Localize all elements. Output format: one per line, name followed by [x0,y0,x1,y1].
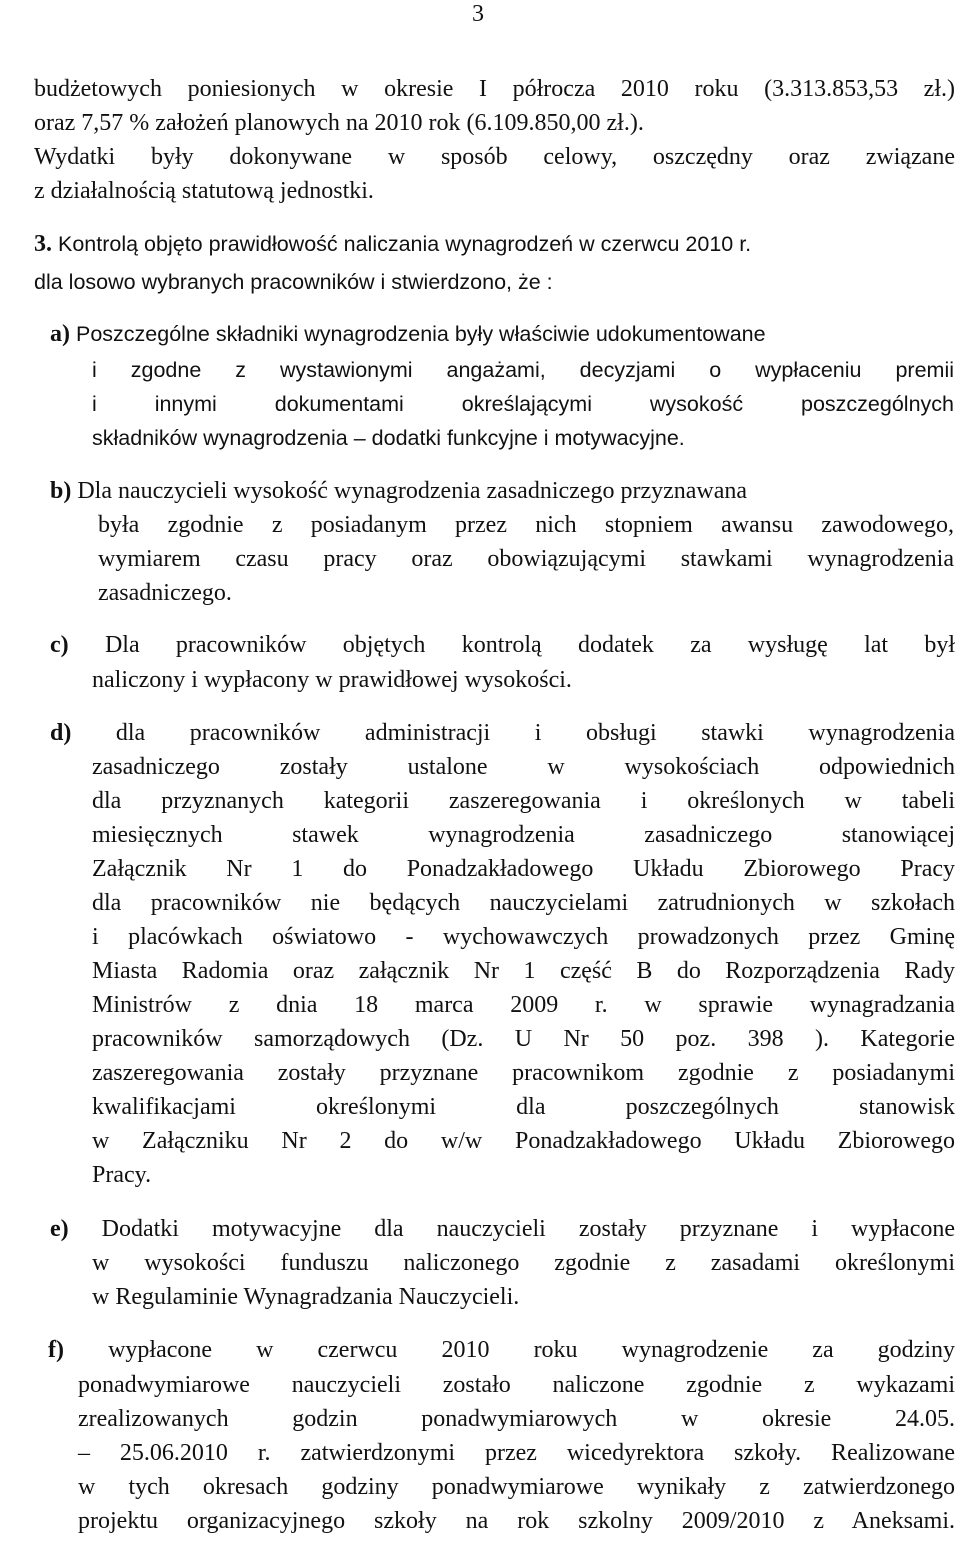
item-d-line-4: miesięcznych stawek wynagrodzenia zasadniczego stanowiącej [92,822,955,848]
item-d-line-7: i placówkach oświatowo - wychowawczych prowadzonych przez Gminę [92,924,955,950]
section-3-line-2: dla losowo wybranych pracowników i stwierdzono, że : [34,270,553,294]
item-d-line-8: Miasta Radomia oraz załącznik Nr 1 część B do Rozporządzenia Rady [92,958,955,984]
item-d-first [50,718,955,748]
item-a-line-4: składników wynagrodzenia – dodatki funkcyjne i motywacyjne. [92,426,685,450]
item-a-line-1: Poszczególne składniki wynagrodzenia były właściwie udokumentowane [76,322,766,346]
item-b-line-4: zasadniczego. [98,580,232,606]
item-e-line-1: Dodatki motywacyjne dla nauczycieli zostały przyznane i wypłacone [101,1216,956,1242]
item-b-first [50,476,747,506]
intro-line-4: z działalnością statutową jednostki. [34,178,374,204]
item-d-line-10: pracowników samorządowych (Dz. U Nr 50 poz. 398 ). Kategorie [92,1026,955,1052]
section-3-line-1: Kontrolą objęto prawidłowość naliczania wynagrodzeń w czerwcu 2010 r. [58,232,752,256]
item-d-line-2: zasadniczego zostały ustalone w wysokościach odpowiednich [92,754,955,780]
item-a-first [50,319,766,349]
item-b-line-1: Dla nauczycieli wysokość wynagrodzenia zasadniczego przyznawana [77,478,748,504]
intro-line-1: budżetowych poniesionych w okresie I półrocza 2010 roku (3.313.853,53 zł.) [34,76,955,102]
item-f-marker: f) [48,1337,64,1363]
item-f-first [48,1335,955,1365]
item-f-line-1: wypłacone w czerwcu 2010 roku wynagrodzenie za godziny [108,1337,955,1363]
item-d-line-9: Ministrów z dnia 18 marca 2009 r. w sprawie wynagradzania [92,992,955,1018]
item-c-marker: c) [50,632,69,658]
item-f-line-6: projektu organizacyjnego szkoły na rok szkolny 2009/2010 z Aneksami. [78,1508,955,1534]
page-number: 3 [472,1,484,27]
item-f-line-3: zrealizowanych godzin ponadwymiarowych w okresie 24.05. [78,1406,955,1432]
item-d-line-3: dla przyznanych kategorii zaszeregowania i określonych w tabeli [92,788,955,814]
intro-line-3: Wydatki były dokonywane w sposób celowy, oszczędny oraz związane [34,144,955,170]
item-e-first [50,1214,955,1244]
item-c-line-2: naliczony i wypłacony w prawidłowej wysokości. [92,667,572,693]
item-d-line-1: dla pracowników administracji i obsługi stawki wynagrodzenia [115,720,955,746]
item-b-marker: b) [50,478,72,504]
item-a-line-2: i zgodne z wystawionymi angażami, decyzjami o wypłaceniu premii [92,358,954,382]
item-a-marker: a) [50,321,70,347]
item-f-line-2: ponadwymiarowe nauczycieli zostało naliczone zgodnie z wykazami [78,1372,955,1398]
item-d-line-11: zaszeregowania zostały przyznane pracownikom zgodnie z posiadanymi [92,1060,955,1086]
item-e-line-2: w wysokości funduszu naliczonego zgodnie z zasadami określonymi [92,1250,955,1276]
item-e-line-3: w Regulaminie Wynagradzania Nauczycieli. [92,1284,520,1310]
item-b-line-3: wymiarem czasu pracy oraz obowiązującymi stawkami wynagrodzenia [98,546,954,572]
item-c-line-1: Dla pracowników objętych kontrolą dodatek za wysługę lat był [104,632,956,658]
item-d-line-13: w Załączniku Nr 2 do w/w Ponadzakładowego Układu Zbiorowego [92,1128,955,1154]
item-d-line-12: kwalifikacjami określonymi dla poszczególnych stanowisk [92,1094,955,1120]
item-d-line-14: Pracy. [92,1162,152,1188]
item-f-line-4: – 25.06.2010 r. zatwierdzonymi przez wicedyrektora szkoły. Realizowane [78,1440,955,1466]
item-c-first [50,630,955,660]
item-d-line-5: Załącznik Nr 1 do Ponadzakładowego Układu Zbiorowego Pracy [92,856,955,882]
section-3-number: 3. [34,231,52,257]
section-3-heading [34,229,751,259]
item-d-marker: d) [50,720,72,746]
item-b-line-2: była zgodnie z posiadanym przez nich stopniem awansu zawodowego, [98,512,954,538]
item-f-line-5: w tych okresach godziny ponadwymiarowe wynikały z zatwierdzonego [78,1474,955,1500]
item-a-line-3: i innymi dokumentami określającymi wysokość poszczególnych [92,392,954,416]
item-d-line-6: dla pracowników nie będących nauczycielami zatrudnionych w szkołach [92,890,955,916]
intro-line-2: oraz 7,57 % założeń planowych na 2010 rok (6.109.850,00 zł.). [34,110,644,136]
item-e-marker: e) [50,1216,69,1242]
